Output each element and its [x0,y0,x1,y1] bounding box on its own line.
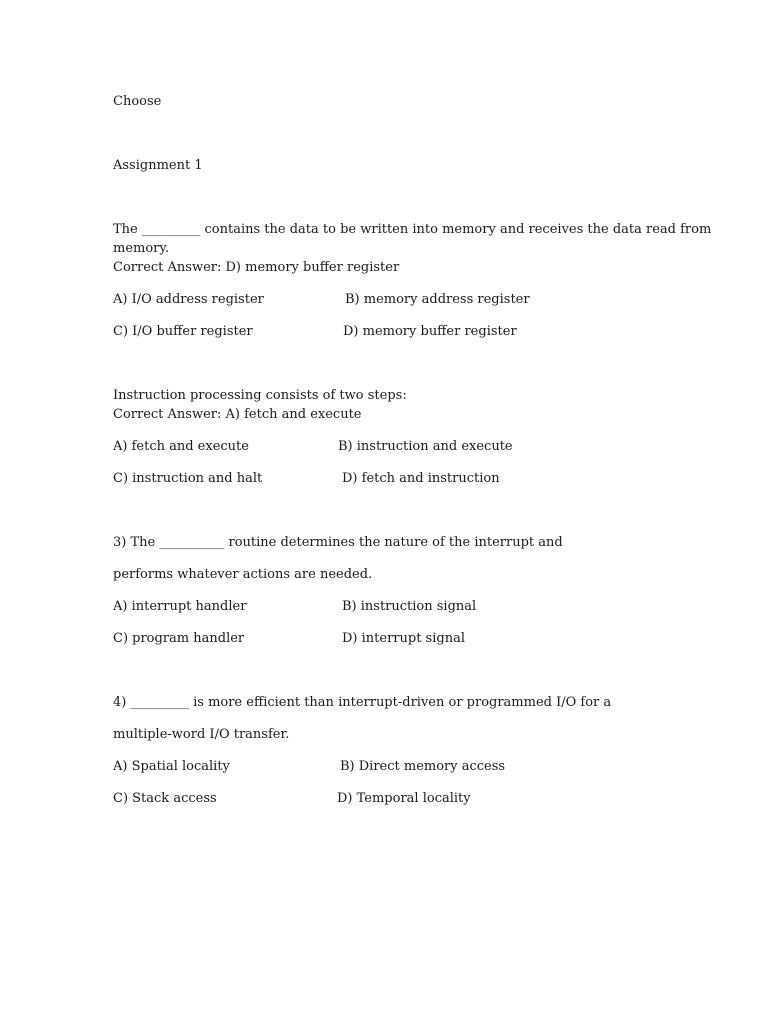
question-4-option-d: D) Temporal locality [337,791,471,806]
question-2-option-a: A) fetch and execute [113,439,249,454]
question-2-option-c: C) instruction and halt [113,471,263,486]
question-3-stem-line-2: performs whatever actions are needed. [113,567,373,582]
question-2-option-d: D) fetch and instruction [342,471,500,486]
question-2-correct-answer: Correct Answer: A) fetch and execute [113,407,362,422]
question-1-option-a: A) I/O address register [113,292,264,307]
question-4-stem-line-1: 4) _________ is more efficient than interrupt-driven or programmed I/O for a [113,695,612,710]
question-1-option-c: C) I/O buffer register [113,324,253,339]
question-3-option-b: B) instruction signal [342,599,477,614]
question-1-option-b: B) memory address register [345,292,530,307]
question-1-stem-line-2: memory. [113,241,170,256]
question-3-stem-line-1: 3) The __________ routine determines the nature of the interrupt and [113,535,563,550]
question-4-option-c: C) Stack access [113,791,217,806]
question-4-option-a: A) Spatial locality [113,759,230,774]
question-2-stem-line-1: Instruction processing consists of two steps: [113,388,407,403]
assignment-title: Assignment 1 [113,158,203,173]
question-3-option-c: C) program handler [113,631,245,646]
question-1-stem-line-1: The _________ contains the data to be written into memory and receives the data read from [113,222,712,237]
question-3-option-d: D) interrupt signal [342,631,465,646]
question-3-option-a: A) interrupt handler [113,599,247,614]
question-1-option-d: D) memory buffer register [343,324,517,339]
question-4-option-b: B) Direct memory access [340,759,506,774]
question-2-option-b: B) instruction and execute [338,439,513,454]
question-4-stem-line-2: multiple-word I/O transfer. [113,727,290,742]
question-1-correct-answer: Correct Answer: D) memory buffer register [113,260,400,275]
document-heading: Choose [113,94,162,109]
